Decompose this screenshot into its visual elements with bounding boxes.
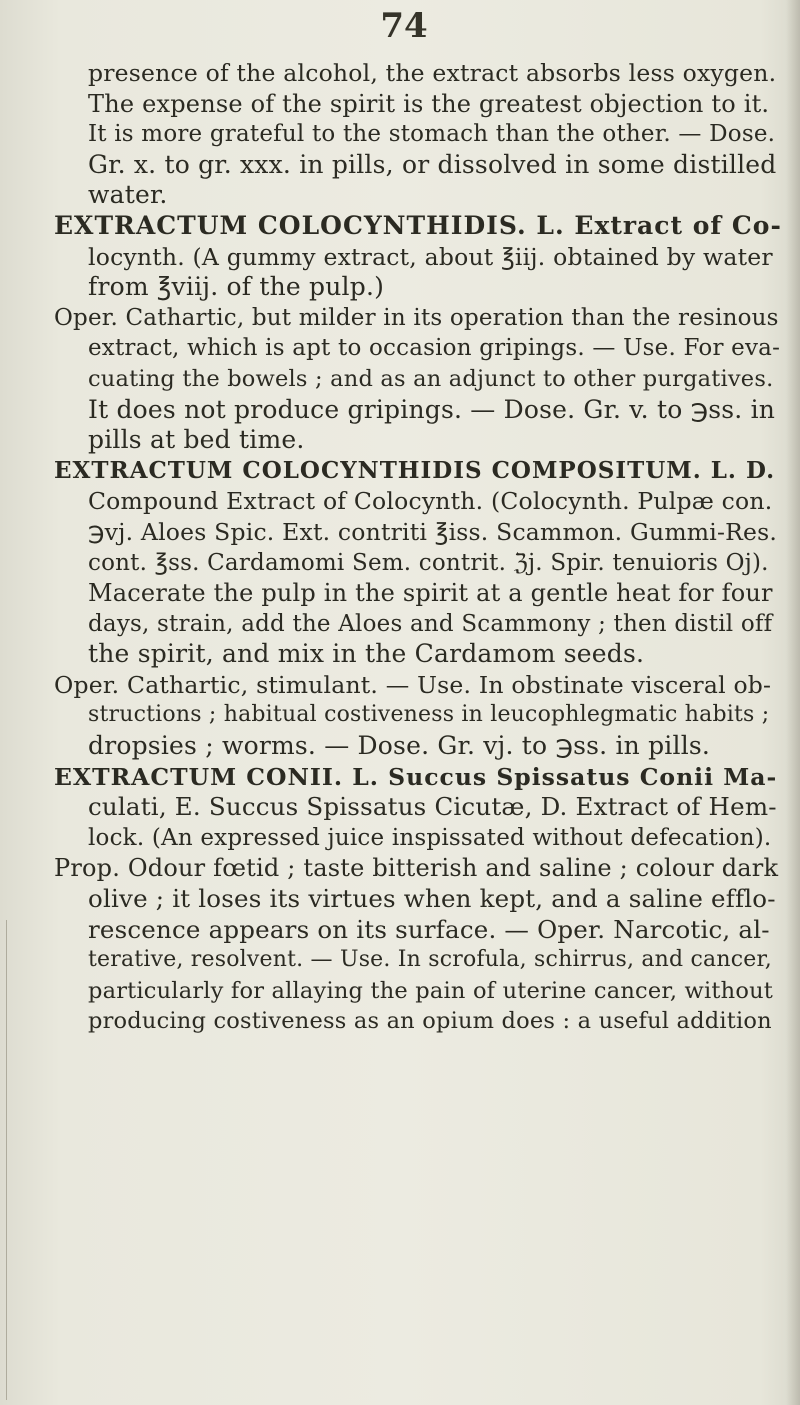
text-line: cont. ℥ss. Cardamomi Sem. contrit. ℨj. Spir. tenuioris Oj). [88, 549, 769, 576]
text-line: Oper. Cathartic, but milder in its operation than the resinous [54, 304, 779, 331]
text-line: rescence appears on its surface. — Oper. Narcotic, al- [88, 914, 770, 944]
text-line: culati, E. Succus Spissatus Cicutæ, D. Extract of Hem- [88, 792, 777, 822]
text-line: terative, resolvent. — Use. In scrofula, schirrus, and cancer, [88, 947, 772, 973]
text-line: pills at bed time. [88, 425, 305, 455]
text-line: the spirit, and mix in the Cardamom seeds. [88, 639, 645, 669]
text-line: locynth. (A gummy extract, about ℥iij. obtained by water [88, 242, 773, 271]
page-edge-shadow [786, 0, 800, 1405]
page-number: 74 [380, 6, 428, 46]
text-line: The expense of the spirit is the greatest objection to it. [88, 89, 770, 118]
text-line: extract, which is apt to occasion gripings. — Use. For eva- [88, 335, 781, 362]
text-line: It is more grateful to the stomach than the other. — Dose. [88, 121, 776, 148]
text-line: olive ; it loses its virtues when kept, and a saline efflo- [88, 884, 776, 914]
text-line: particularly for allaying the pain of uterine cancer, without [88, 977, 774, 1004]
text-line: Oper. Cathartic, stimulant. — Use. In obstinate visceral ob- [54, 670, 772, 699]
body-text [54, 58, 782, 1037]
entry-heading-line: EXTRACTUM COLOCYNTHIDIS COMPOSITUM. L. D. [54, 456, 776, 484]
text-line: Compound Extract of Colocynth. (Colocynth. Pulpæ con. [88, 487, 773, 516]
text-line: presence of the alcohol, the extract absorbs less oxygen. [88, 59, 777, 87]
text-line: producing costiveness as an opium does : a useful addition [88, 1008, 772, 1035]
text-line: Macerate the pulp in the spirit at a gentle heat for four [88, 579, 773, 608]
text-line: water. [88, 180, 168, 210]
text-line: from ℥viij. of the pulp.) [88, 272, 385, 302]
text-line: dropsies ; worms. — Dose. Gr. vj. to ℈ss. in pills. [88, 731, 711, 761]
text-line: lock. (An expressed juice inspissated without defecation). [88, 824, 772, 851]
text-line: structions ; habitual costiveness in leucophlegmatic habits ; [88, 702, 770, 728]
entry-heading-line: EXTRACTUM COLOCYNTHIDIS. L. Extract of Co- [54, 210, 782, 240]
text-line: cuating the bowels ; and as an adjunct to other purgatives. [88, 365, 774, 392]
entry-heading-line: EXTRACTUM CONII. L. Succus Spissatus Conii Ma- [54, 762, 778, 791]
text-line: It does not produce gripings. — Dose. Gr. v. to ℈ss. in [88, 394, 776, 424]
text-line: Gr. x. to gr. xxx. in pills, or dissolved in some distilled [88, 149, 777, 179]
text-line: Prop. Odour fœtid ; taste bitterish and saline ; colour dark [54, 854, 779, 883]
page-fold-line [6, 920, 7, 1400]
text-line: days, strain, add the Aloes and Scammony ; then distil off [88, 610, 773, 637]
text-line: ℈vj. Aloes Spic. Ext. contriti ℥iss. Scammon. Gummi-Res. [88, 517, 778, 546]
